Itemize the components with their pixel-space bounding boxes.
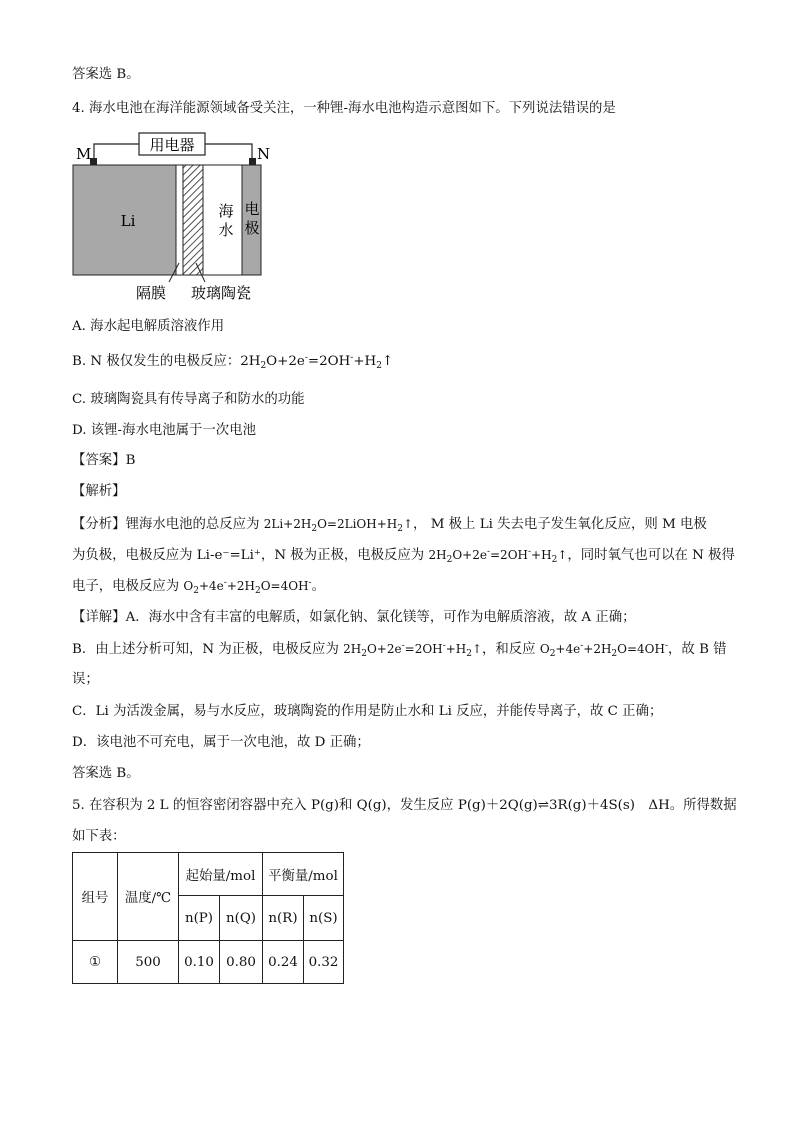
membrane-label: 隔膜 xyxy=(136,284,167,302)
fenxi-line-2 xyxy=(72,546,735,565)
membrane xyxy=(176,165,183,275)
detail-c: C．Li 为活泼金属，易与水反应，玻璃陶瓷的作用是防止水和 Li 反应，并能传导离子，故 C 正确； xyxy=(72,704,663,719)
glass-ceramic xyxy=(183,165,203,275)
analysis-tag: 【解析】 xyxy=(72,484,126,499)
cell-nr: 0.24 xyxy=(263,941,304,984)
option-b-text: B. N 极仅发生的电极反应： xyxy=(72,354,241,369)
electrode-label-2: 极 xyxy=(244,219,260,237)
option-b-equation: $2H_2O+2e^-=2OH^-+H_2↑$ xyxy=(240,353,394,371)
detail-tag: 【详解】 xyxy=(72,610,126,625)
detail-b-line-1 xyxy=(72,640,727,659)
electrode-label-1: 电 xyxy=(244,200,260,218)
seawater-label-1: 海 xyxy=(218,202,234,220)
seawater-label-2: 水 xyxy=(218,221,234,239)
cell-nq: 0.80 xyxy=(220,941,263,984)
option-c: C. 玻璃陶瓷具有传导离子和防水的功能 xyxy=(72,392,305,407)
header-ns: n(S) xyxy=(304,896,344,941)
detail-a-text: A．海水中含有丰富的电解质，如氯化钠、氯化镁等，可作为电解质溶液，故 A 正确； xyxy=(125,610,636,625)
detail-b-line-2: 误； xyxy=(72,672,99,687)
question-4-stem: 4. 海水电池在海洋能源领域备受关注，一种锂-海水电池构造示意图如下。下列说法错误的是 xyxy=(72,101,616,116)
option-d: D. 该锂-海水电池属于一次电池 xyxy=(72,423,256,438)
fenxi-text-1a: 锂海水电池的总反应为 xyxy=(125,517,260,532)
cell-np: 0.10 xyxy=(179,941,220,984)
total-reaction: $2Li+2H_2O=2LiOH+H_2↑$ xyxy=(263,517,414,534)
seawater-region xyxy=(203,165,242,275)
n-electrode-reaction: $2H_2O+2e^-=2OH^-+H_2↑$ xyxy=(428,547,568,565)
header-np: n(P) xyxy=(179,896,220,941)
header-temperature: 温度/℃ xyxy=(118,853,179,941)
load-label: 用电器 xyxy=(149,136,195,154)
header-nq: n(Q) xyxy=(220,896,263,941)
ceramic-label: 玻璃陶瓷 xyxy=(191,284,252,302)
header-start-amount: 起始量/mol xyxy=(179,853,263,896)
detail-d: D．该电池不可充电，属于一次电池，故 D 正确； xyxy=(72,735,370,750)
fenxi-tag: 【分析】 xyxy=(72,517,126,532)
detail-b-text-3: ，故 B 错 xyxy=(668,642,727,657)
fenxi-line-1: 【分析】锂海水电池的总反应为 $2Li+2H_2O=2LiOH+H_2↑$， M 极上 Li 失去电子发生氧化反应，则 M 电极 xyxy=(72,517,707,534)
fenxi-text-1b: M 极上 Li 失去电子发生氧化反应，则 M 电极 xyxy=(430,517,707,532)
detail-a xyxy=(72,609,635,627)
cell-group: ① xyxy=(73,941,118,984)
fenxi-line-3: 电子，电极反应为 $O_2+4e^-+2H_2O=4OH^-$。 xyxy=(72,578,325,596)
detail-b-reaction-1: $2H_2O+2e^-=2OH^-+H_2↑$ xyxy=(343,641,483,659)
oxygen-reaction: $O_2+4e^-+2H_2O=4OH^-$ xyxy=(183,578,312,596)
lithium-label: Li xyxy=(120,212,136,230)
fenxi-text-2b: ，同时氧气也可以在 N 极得 xyxy=(567,548,735,563)
option-a: A. 海水起电解质溶液作用 xyxy=(72,319,225,334)
cell-ns: 0.32 xyxy=(304,941,344,984)
label-m: M xyxy=(76,145,92,163)
wire-right xyxy=(205,144,252,161)
question-5-stem-2: 如下表： xyxy=(72,829,126,844)
answer-value: B xyxy=(125,453,136,468)
answer-tag: 【答案】 xyxy=(72,453,126,468)
terminal-n xyxy=(249,158,256,165)
label-n: N xyxy=(257,145,271,163)
question-5-stem-1: 5. 在容积为 2 L 的恒容密闭容器中充入 P(g)和 Q(g)，发生反应 P(g)＋2Q(g)⇌3R(g)＋4S(s) ΔH。所得数据 xyxy=(72,798,737,813)
header-group: 组号 xyxy=(73,853,118,941)
header-equilibrium-amount: 平衡量/mol xyxy=(263,853,344,896)
answer-line xyxy=(72,452,135,470)
header-nr: n(R) xyxy=(263,896,304,941)
detail-b-reaction-2: $O_2+4e^-+2H_2O=4OH^-$ xyxy=(539,641,669,659)
wire-left xyxy=(94,144,139,161)
final-answer: 答案选 B。 xyxy=(72,766,140,781)
data-table xyxy=(72,852,344,984)
battery-diagram xyxy=(72,130,272,306)
fenxi-text-3a: 电子，电极反应为 xyxy=(72,579,180,594)
option-b xyxy=(72,353,393,371)
fenxi-text-2: 为负极，电极反应为 Li-e⁻=Li⁺，N 极为正极，电极反应为 xyxy=(72,548,425,563)
detail-b-text-2: ，和反应 xyxy=(482,642,536,657)
table-row xyxy=(73,941,344,984)
cell-temperature: 500 xyxy=(118,941,179,984)
detail-b-text-1: B．由上述分析可知，N 为正极，电极反应为 xyxy=(72,642,339,657)
previous-answer: 答案选 B。 xyxy=(72,67,140,82)
